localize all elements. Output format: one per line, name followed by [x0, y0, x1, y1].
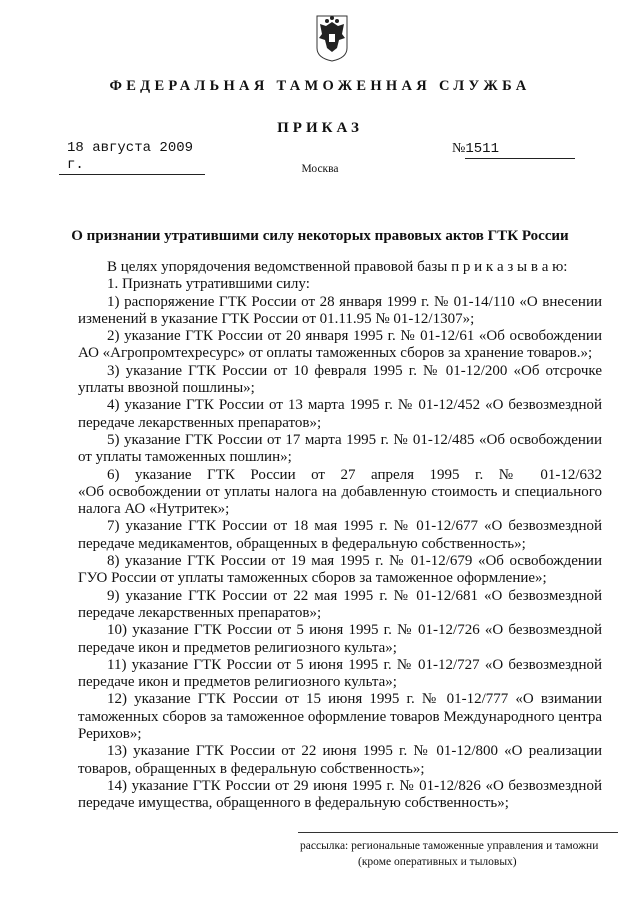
text-line: 11) указание ГТК России от 5 июня 1995 г. № 01-12/727 «О безвозмездной — [107, 656, 602, 673]
mailing-line: рассылка: региональные таможенные управления и таможни — [300, 840, 599, 852]
divider — [298, 832, 618, 833]
text-line: передаче имущества, обращенного в федеральную собственность»; — [78, 795, 509, 812]
mailing-list — [300, 838, 598, 870]
text-line: 3) указание ГТК России от 10 февраля 1995 г. № 01-12/200 «Об отсрочке — [107, 362, 602, 379]
coat-of-arms-icon — [315, 14, 349, 62]
text-line: передаче икон и предметов религиозного культа»; — [78, 639, 397, 656]
text-line: 9) указание ГТК России от 22 мая 1995 г. № 01-12/681 «О безвозмездной — [107, 587, 602, 604]
text-line: передаче лекарственных препаратов»; — [78, 604, 322, 621]
text-line: изменений в указание ГТК России от 01.11.95 № 01-12/1307»; — [78, 310, 475, 327]
document-title: О признании утратившими силу некоторых правовых актов ГТК России — [71, 228, 569, 244]
text-line: 6) указание ГТК России от 27 апреля 1995 г. № 01-12/632 — [107, 466, 602, 483]
text-line: таможенных сборов за таможенное оформление товаров Международного центра — [78, 708, 602, 725]
city: Москва — [301, 163, 339, 175]
agency-name: ФЕДЕРАЛЬНАЯ ТАМОЖЕННАЯ СЛУЖБА — [109, 78, 531, 94]
mailing-line: (кроме оперативных и тыловых) — [358, 856, 517, 868]
text-line: 12) указание ГТК России от 15 июня 1995 г. № 01-12/777 «О взимании — [107, 691, 602, 708]
document-date: 18 августа 2009 г. — [59, 140, 205, 175]
document-type: ПРИКАЗ — [277, 120, 363, 136]
text-line: 10) указание ГТК России от 5 июня 1995 г. № 01-12/726 «О безвозмездной — [107, 622, 602, 639]
text-line: 7) указание ГТК России от 18 мая 1995 г. № 01-12/677 «О безвозмездной — [107, 518, 602, 535]
text-line: Рерихов»; — [78, 726, 142, 743]
text-line: 8) указание ГТК России от 19 мая 1995 г. № 01-12/679 «Об освобождении — [107, 553, 602, 570]
text-line: 4) указание ГТК России от 13 марта 1995 г. № 01-12/452 «О безвозмездной — [107, 397, 602, 414]
text-line: 14) указание ГТК России от 29 июня 1995 г. № 01-12/826 «О безвозмездной — [107, 777, 602, 794]
text-line: передаче икон и предметов религиозного культа»; — [78, 674, 397, 691]
text-line: уплаты ввозной пошлины»; — [78, 380, 255, 397]
text-line: передаче лекарственных препаратов»; — [78, 414, 322, 431]
text-line: ГУО России от уплаты таможенных сборов за таможенное оформление»; — [78, 570, 547, 587]
text-line: В целях упорядочения ведомственной правовой базы п р и к а з ы в а ю: — [107, 259, 568, 275]
text-line: от уплаты таможенных пошлин»; — [78, 449, 292, 466]
text-line: 5) указание ГТК России от 17 марта 1995 г. № 01-12/485 «Об освобождении — [107, 431, 602, 448]
number-sign: № — [452, 141, 466, 156]
text-line: АО «Агропромтехресурс» от оплаты таможенных сборов за хранение товаров.»; — [78, 345, 593, 362]
text-line: налога АО «Нутритек»; — [78, 501, 230, 518]
text-line: 1. Признать утратившими силу: — [107, 276, 310, 293]
document-number — [452, 140, 597, 159]
text-line: 13) указание ГТК России от 22 июня 1995 г. № 01-12/800 «О реализации — [107, 743, 602, 760]
text-line: 1) распоряжение ГТК России от 28 января 1999 г. № 01-14/110 «О внесении — [107, 293, 602, 310]
text-line: передаче медикаментов, обращенных в федеральную собственность»; — [78, 535, 526, 552]
text-line: 2) указание ГТК России от 20 января 1995 г. № 01-12/61 «Об освобождении — [107, 328, 602, 345]
document-body — [78, 259, 602, 813]
text-line: «Об освобождении от уплаты налога на добавленную стоимость и специального — [78, 483, 602, 500]
number-value: 1511 — [465, 141, 575, 159]
text-line: товаров, обращенных в федеральную собственность»; — [78, 760, 425, 777]
